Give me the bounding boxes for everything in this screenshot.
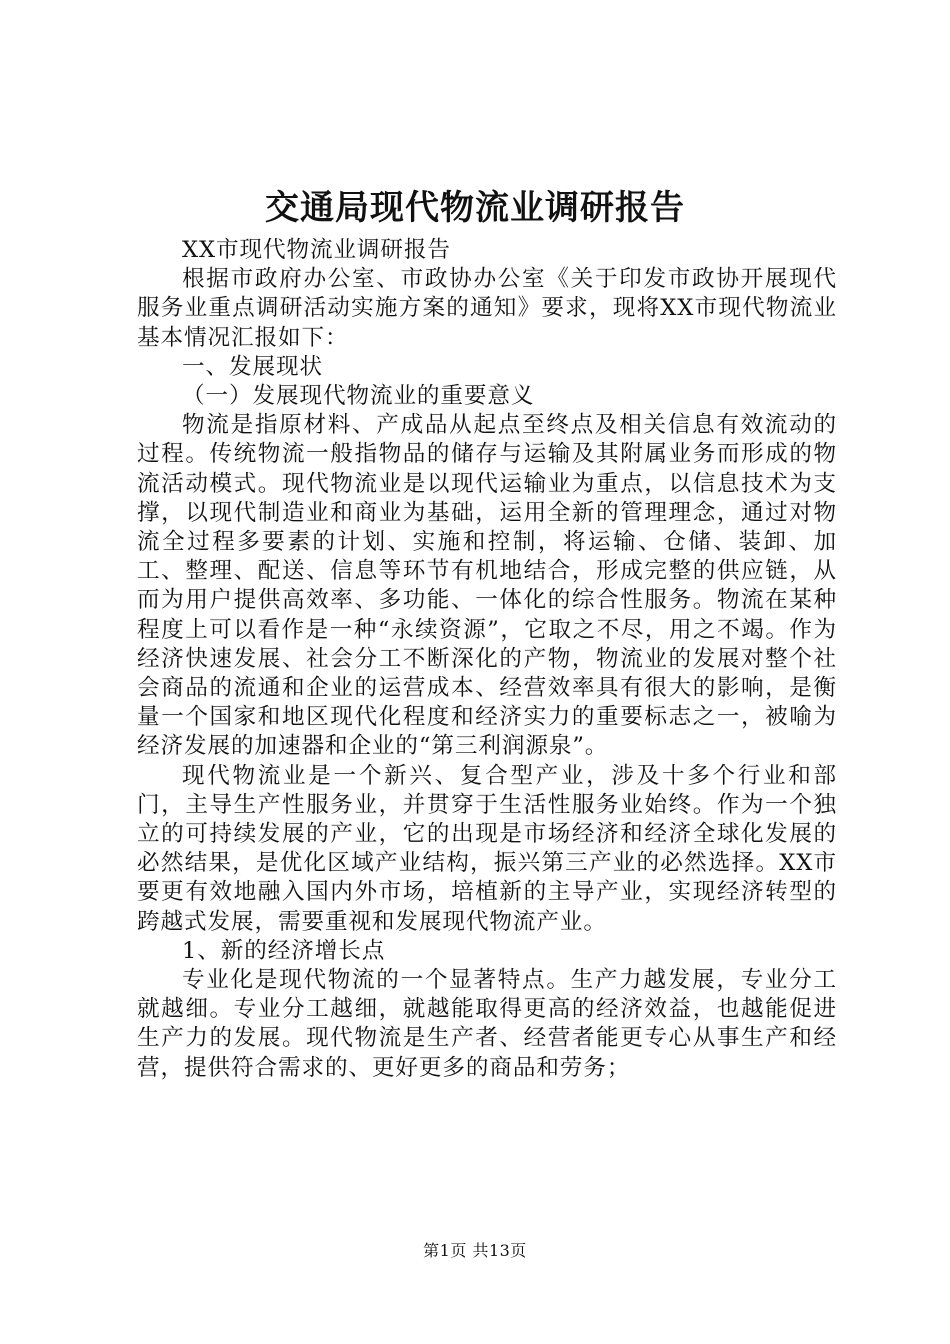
point-heading-growth: 1、新的经济增长点 (182, 937, 386, 964)
subsection-heading-significance: （一）发展现代物流业的重要意义 (182, 383, 535, 410)
body-paragraph-logistics-definition: 物流是指原材料、产成品从起点至终点及相关信息有效流动的过程。传统物流一般指物品的储存与运输及其附属业务而形成的物流活动模式。现代物流业是以现代运输业为重点，以信息技术为支撑，以现代制造业和商业为基础，运用全新的管理理念，通过对物流全过程多要素的计划、实施和控制，将运输、仓储、装卸、加工、整理、配送、信息等环节有机地结合，形成完整的供应链，从而为用户提供高效率、多功能、一体化的综合性服务。物流在某种程度上可以看作是一种“永续资源”，它取之不尽，用之不竭。作为经济快速发展、社会分工不断深化的产物，物流业的发展对整个社会商品的流通和企业的运营成本、经营效率具有很大的影响，是衡量一个国家和地区现代化程度和经济实力的重要标志之一，被喻为经济发展的加速器和企业的“第三利润源泉”。 (137, 412, 837, 760)
page-footer: 第1页 共13页 (423, 1241, 527, 1260)
section-heading-development-status: 一、发展现状 (182, 353, 323, 380)
body-paragraph-specialization: 专业化是现代物流的一个显著特点。生产力越发展，专业分工就越细。专业分工越细，就越能取得更高的经济效益，也越能促进生产力的发展。现代物流是生产者、经营者能更专心从事生产和经营，提供符合需求的、更好更多的商品和劳务； (137, 967, 837, 1081)
body-paragraph-emerging-industry: 现代物流业是一个新兴、复合型产业，涉及十多个行业和部门，主导生产性服务业，并贯穿于生活性服务业始终。作为一个独立的可持续发展的产业，它的出现是市场经济和经济全球化发展的必然结果，是优化区域产业结构，振兴第三产业的必然选择。XX市要更有效地融入国内外市场，培植新的主导产业，实现经济转型的跨越式发展，需要重视和发展现代物流产业。 (137, 762, 837, 935)
report-subtitle: XX市现代物流业调研报告 (182, 237, 451, 263)
document-body (137, 236, 837, 1083)
intro-paragraph: 根据市政府办公室、市政协办公室《关于印发市政协开展现代服务业重点调研活动实施方案的通知》要求，现将XX市现代物流业基本情况汇报如下： (137, 266, 837, 351)
document-title: 交通局现代物流业调研报告 (265, 188, 685, 228)
